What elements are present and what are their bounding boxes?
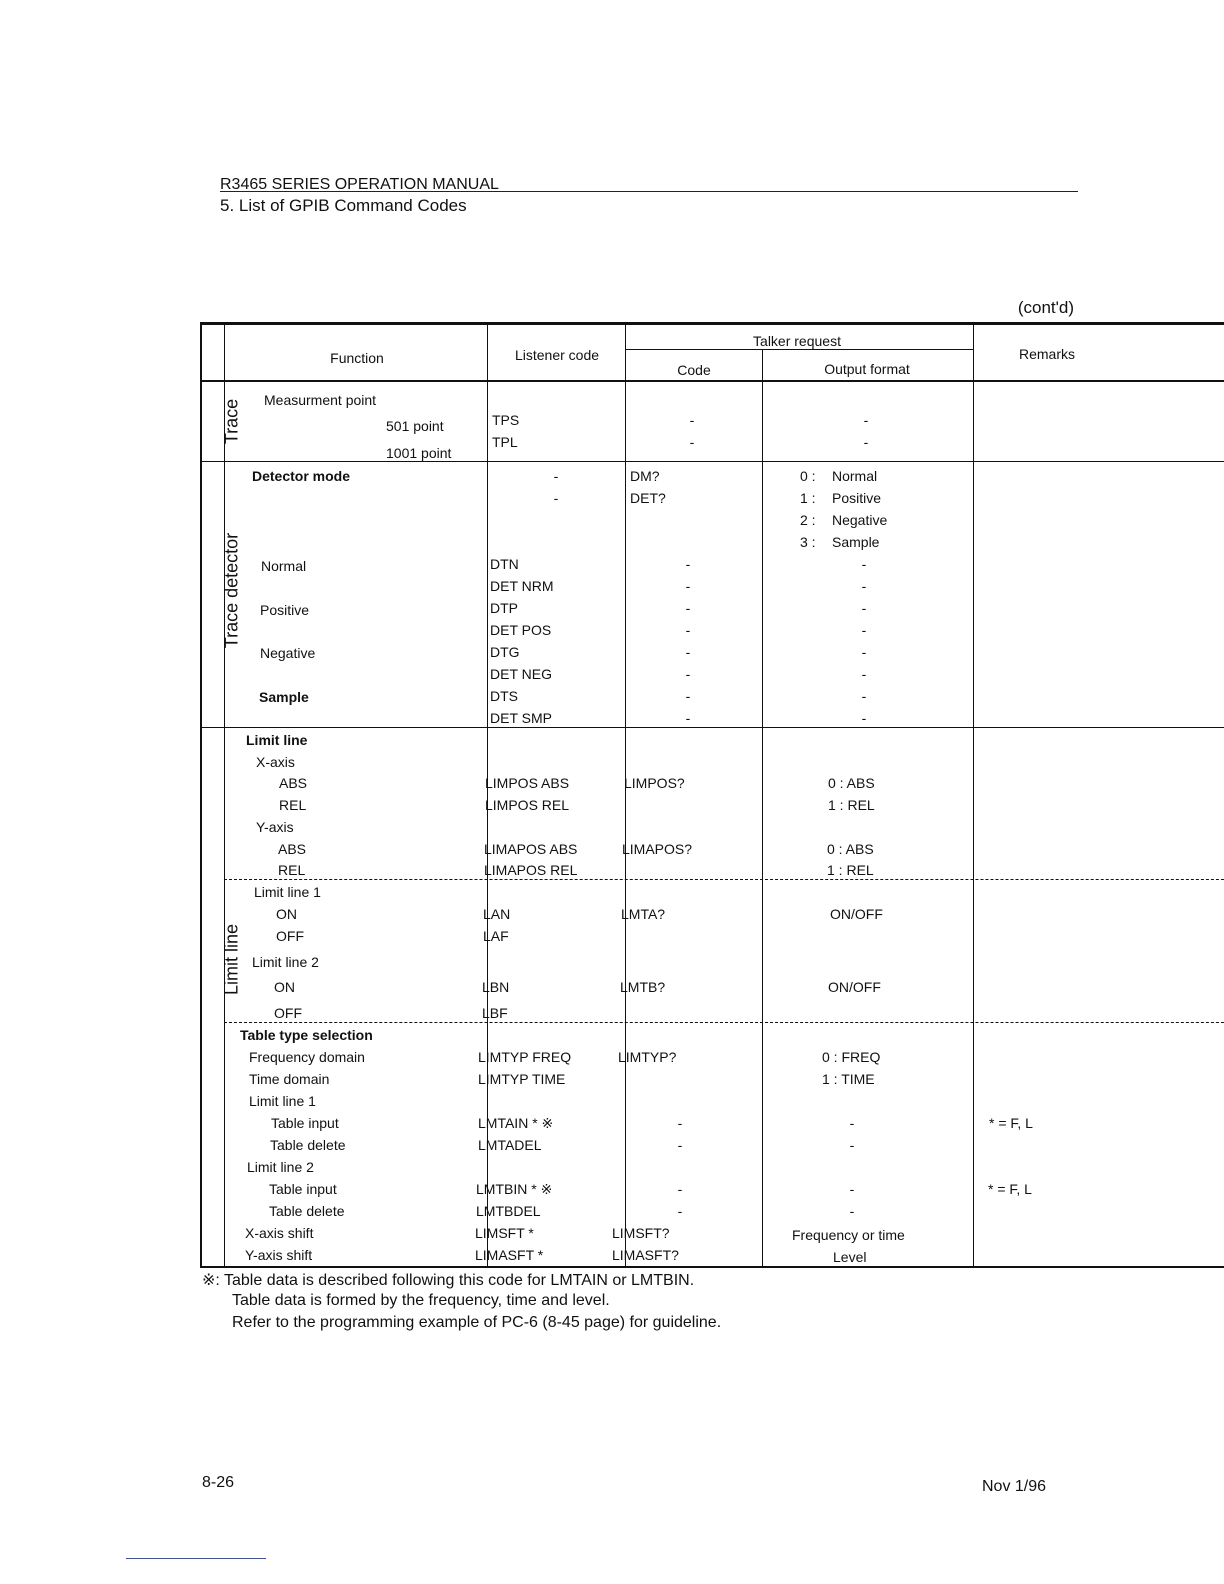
code-lmta-query: LMTA? — [621, 906, 666, 922]
function-y-axis-shift: Y-axis shift — [245, 1247, 313, 1263]
code-dash: - — [685, 688, 691, 704]
output-abs: 0 : ABS — [827, 841, 874, 857]
group-label-limit-line: Limit line — [221, 923, 242, 996]
code-dash: - — [685, 644, 691, 660]
listener-limtyp-time: LIMTYP TIME — [478, 1071, 566, 1087]
output-dash: - — [861, 556, 867, 572]
output-dash: - — [849, 1115, 855, 1131]
output-onoff: ON/OFF — [828, 979, 881, 995]
code-dash: - — [677, 1115, 683, 1131]
function-time-domain: Time domain — [249, 1071, 330, 1087]
listener-det-pos: DET POS — [490, 622, 552, 638]
code-dash: - — [685, 666, 691, 682]
output-dash: - — [849, 1203, 855, 1219]
bottom-rule — [126, 1558, 266, 1559]
function-y-rel: REL — [278, 862, 306, 878]
function-ll1-table-delete: Table delete — [270, 1137, 346, 1153]
xy-axis-dashed-rule — [224, 879, 1224, 880]
code-dash: - — [685, 600, 691, 616]
listener-tpl: TPL — [492, 434, 518, 450]
revision-date: Nov 1/96 — [982, 1478, 1047, 1495]
function-ll1-off: OFF — [276, 928, 304, 944]
footnote-line-3: Refer to the programming example of PC-6 (8-45 page) for guideline. — [232, 1314, 722, 1331]
function-normal: Normal — [261, 558, 307, 574]
listener-dtp: DTP — [490, 600, 518, 616]
function-limit-line-2: Limit line 2 — [252, 954, 319, 970]
function-limit-line-1: Limit line 1 — [254, 884, 321, 900]
code-dash: - — [685, 622, 691, 638]
function-ll2-off: OFF — [274, 1005, 302, 1021]
listener-dts: DTS — [490, 688, 518, 704]
function-frequency-domain: Frequency domain — [249, 1049, 365, 1065]
output-index: 1 : — [800, 490, 816, 506]
listener-limsft: LIMSFT * — [475, 1225, 534, 1241]
code-lmtb-query: LMTB? — [620, 979, 666, 995]
listener-dash: - — [553, 468, 559, 484]
output-frequency-or-time: Frequency or time — [792, 1227, 905, 1243]
output-dash: - — [861, 688, 867, 704]
listener-det-smp: DET SMP — [490, 710, 552, 726]
code-dm-query: DM? — [630, 468, 660, 484]
output-dash: - — [849, 1181, 855, 1197]
function-table-type-selection: Table type selection — [240, 1027, 373, 1043]
header-output-format: Output format — [824, 361, 910, 377]
function-x-axis: X-axis — [256, 754, 295, 770]
code-limsft-query: LIMSFT? — [612, 1225, 670, 1241]
function-ll1-on: ON — [276, 906, 297, 922]
code-dash: - — [689, 412, 695, 428]
header-code: Code — [677, 362, 711, 378]
code-limapos-query: LIMAPOS? — [622, 841, 693, 857]
code-dash: - — [677, 1137, 683, 1153]
listener-lmtadel: LMTADEL — [478, 1137, 542, 1153]
function-detector-mode: Detector mode — [252, 468, 351, 484]
output-dash: - — [863, 434, 869, 450]
listener-lan: LAN — [483, 906, 511, 922]
header-listener-code: Listener code — [514, 347, 600, 363]
code-dash: - — [685, 556, 691, 572]
listener-limapos-abs: LIMAPOS ABS — [484, 841, 578, 857]
code-limasft-query: LIMASFT? — [612, 1247, 679, 1263]
header-function: Function — [330, 350, 384, 366]
footnote-line-1: ※: Table data is described following this code for LMTAIN or LMTBIN. — [202, 1272, 695, 1289]
output-negative: Negative — [832, 512, 888, 528]
function-y-axis: Y-axis — [256, 819, 294, 835]
function-1001-point: 1001 point — [386, 445, 452, 461]
trace-section-rule — [202, 461, 1224, 462]
header-rule — [220, 191, 1078, 192]
output-sample: Sample — [832, 534, 880, 550]
function-tts-limit-line-1: Limit line 1 — [249, 1093, 316, 1109]
continued-label: (cont'd) — [1017, 298, 1074, 317]
function-x-rel: REL — [279, 797, 307, 813]
output-index: 2 : — [800, 512, 816, 528]
header-talker-request: Talker request — [753, 333, 841, 349]
function-limit-line: Limit line — [246, 732, 308, 748]
remark-fl: * = F, L — [988, 1181, 1032, 1197]
output-dash: - — [861, 578, 867, 594]
output-dash: - — [861, 644, 867, 660]
group-label-trace-detector: Trace detector — [221, 532, 242, 649]
output-dash: - — [861, 710, 867, 726]
listener-det-nrm: DET NRM — [490, 578, 554, 594]
output-normal: Normal — [832, 468, 878, 484]
remark-fl: * = F, L — [989, 1115, 1033, 1131]
listener-lmtbin: LMTBIN * ※ — [476, 1181, 553, 1197]
output-freq: 0 : FREQ — [822, 1049, 881, 1065]
function-negative: Negative — [260, 645, 316, 661]
output-level: Level — [833, 1249, 867, 1265]
listener-laf: LAF — [483, 928, 509, 944]
output-abs: 0 : ABS — [828, 775, 875, 791]
output-rel: 1 : REL — [828, 797, 875, 813]
code-dash: - — [685, 578, 691, 594]
command-code-table — [200, 322, 1224, 1268]
function-positive: Positive — [260, 602, 310, 618]
header-bottom-rule — [202, 380, 1224, 382]
output-index: 3 : — [800, 534, 816, 550]
listener-limtyp-freq: LIMTYP FREQ — [478, 1049, 572, 1065]
manual-title: R3465 SERIES OPERATION MANUAL — [220, 176, 499, 193]
output-dash: - — [861, 600, 867, 616]
output-time: 1 : TIME — [822, 1071, 875, 1087]
output-positive: Positive — [832, 490, 882, 506]
listener-dtg: DTG — [490, 644, 520, 660]
code-dash: - — [689, 434, 695, 450]
header-remarks: Remarks — [1018, 346, 1075, 362]
function-sample: Sample — [259, 689, 309, 705]
code-limtyp-query: LIMTYP? — [618, 1049, 677, 1065]
listener-lbn: LBN — [482, 979, 510, 995]
output-dash: - — [861, 622, 867, 638]
function-y-abs: ABS — [278, 841, 307, 857]
function-ll1-table-input: Table input — [271, 1115, 339, 1131]
function-measurement-point: Measurment point — [264, 392, 377, 408]
function-x-abs: ABS — [279, 775, 308, 791]
listener-lmtain: LMTAIN * ※ — [478, 1115, 554, 1131]
listener-limpos-abs: LIMPOS ABS — [485, 775, 570, 791]
function-ll2-table-input: Table input — [269, 1181, 337, 1197]
code-dash: - — [677, 1181, 683, 1197]
code-limpos-query: LIMPOS? — [624, 775, 685, 791]
code-det-query: DET? — [630, 490, 666, 506]
output-dash: - — [849, 1137, 855, 1153]
listener-lbf: LBF — [482, 1005, 508, 1021]
group-label-trace: Trace — [221, 398, 242, 445]
listener-lmtbdel: LMTBDEL — [476, 1203, 541, 1219]
function-ll2-table-delete: Table delete — [269, 1203, 345, 1219]
output-rel: 1 : REL — [827, 862, 874, 878]
listener-tps: TPS — [492, 412, 520, 428]
col-divider-output — [973, 325, 974, 1267]
listener-dtn: DTN — [490, 556, 519, 572]
listener-limasft: LIMASFT * — [475, 1247, 544, 1263]
listener-det-neg: DET NEG — [490, 666, 552, 682]
col-divider-code — [762, 349, 763, 1267]
page-number: 8-26 — [202, 1474, 235, 1491]
output-dash: - — [861, 666, 867, 682]
trace-detector-section-rule — [202, 727, 1224, 728]
limit-line-dashed-rule — [224, 1022, 1224, 1023]
listener-dash: - — [553, 490, 559, 506]
listener-limapos-rel: LIMAPOS REL — [484, 862, 578, 878]
section-title: 5. List of GPIB Command Codes — [220, 196, 467, 215]
code-dash: - — [685, 710, 691, 726]
code-dash: - — [677, 1203, 683, 1219]
function-tts-limit-line-2: Limit line 2 — [247, 1159, 314, 1175]
function-x-axis-shift: X-axis shift — [245, 1225, 314, 1241]
col-divider-listener — [625, 325, 626, 1267]
output-onoff: ON/OFF — [830, 906, 883, 922]
function-ll2-on: ON — [274, 979, 295, 995]
listener-limpos-rel: LIMPOS REL — [485, 797, 570, 813]
function-501-point: 501 point — [386, 418, 444, 434]
output-dash: - — [863, 412, 869, 428]
output-index: 0 : — [800, 468, 816, 484]
footnote-line-2: Table data is formed by the frequency, time and level. — [232, 1292, 610, 1309]
